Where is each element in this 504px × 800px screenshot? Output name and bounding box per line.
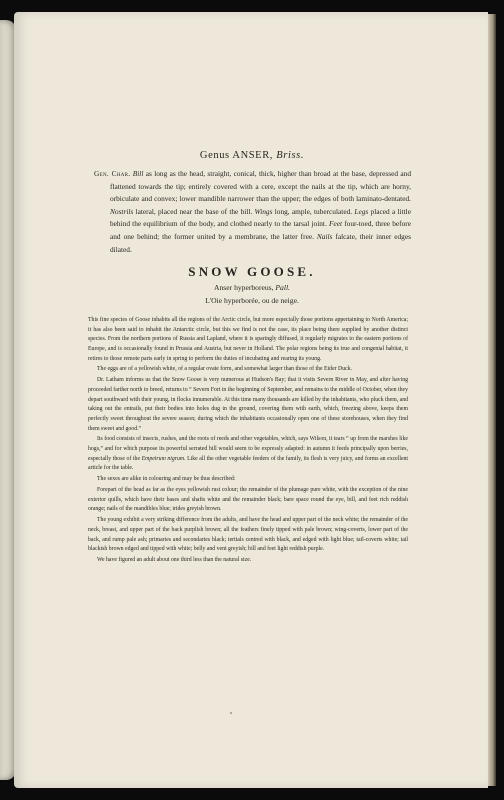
generic-characters-paragraph bbox=[94, 168, 411, 256]
page-stack-edge bbox=[488, 14, 496, 786]
wings-description: long, ample, tuberculated. bbox=[274, 206, 353, 216]
paragraph-latham: Dr. Latham informs us that the Snow Goose is very numerous at Hudson's Bay; that it visits Severn River in May, and after having proceeded farther north to breed, returns to “ Severn Fort in the beginning of September, and remains to the middle of October, when they depart southward with their young, in flocks innumerable. At this time many thousands are killed by the inhabitants, who pluck them, and taking out the entrails, put their bodies into holes dug in the ground, covering them with earth, which, freezing above, keeps them perfectly sweet throughout the severe season; during which the inhabitants occasionally open one of these storehouses, when they find them sweet and good.” bbox=[88, 377, 408, 432]
species-description bbox=[88, 316, 408, 567]
species-title: SNOW GOOSE. bbox=[188, 264, 316, 279]
nails-term: Nails bbox=[316, 231, 333, 241]
gen-char-label: Gen. Char. bbox=[94, 169, 131, 178]
latin-synonym bbox=[0, 283, 504, 292]
latin-authority: Pall. bbox=[275, 283, 290, 292]
nails-description: falcate, their inner edges dilated. bbox=[110, 231, 411, 254]
paragraph-adult-plumage: Forepart of the head as far as the eyes yellowish rust colour; the remainder of the plumage pure white, with the exception of the nine exterior quills, which have their bases and shafts white and the remainder black; bare space round the eye, bill, and feet rich reddish orange; nails of the mandibles blue; irides greyish brown. bbox=[88, 487, 408, 513]
nostrils-term: Nostrils bbox=[110, 206, 134, 216]
legs-description: placed a little behind the equilibrium of the body, and clothed nearly to the tarsal joint. bbox=[110, 206, 411, 229]
nostrils-description: lateral, placed near the base of the bill. bbox=[135, 206, 253, 216]
generic-characters bbox=[94, 168, 411, 256]
feet-term: Feet bbox=[328, 219, 343, 229]
paragraph-figure-note: We have figured an adult about one third less than the natural size. bbox=[97, 557, 252, 564]
feet-description: four-toed, three before and one behind; the former united by a membrane, the latter free. bbox=[110, 219, 411, 241]
food-text-a: Its food consists of insects, rushes, and the roots of reeds and other vegetables, which, says Wilson, it tears “ up from the marshes like hogs,” and for which purpose its powerful serrated bill would seem to be expressly adapted: in autumn it feeds principally upon berries, especially those of the bbox=[88, 436, 408, 462]
page-mark bbox=[230, 712, 232, 714]
paragraph-young-plumage: The young exhibit a very striking difference from the adults, and have the head and upper part of the neck white; the remainder of the neck, breast, and upper part of the back purplish brown; all the feathers finely tipped with pale brown; wing-coverts, lower part of the back, and rump pale ash; primaries and secondaries black; tertials centred with black, and edged with light blue; tail-coverts white; tail blackish brown edged and tipped with white; belly and vent greyish; bill and feet light reddish purple. bbox=[88, 517, 408, 553]
wings-term: Wings bbox=[254, 206, 273, 216]
bill-term: Bill bbox=[132, 169, 144, 178]
paragraph-range: This fine species of Goose inhabits all the regions of the Arctic circle, but more especially those portions appertaining to North America; it has also been said to inhabit the Antarctic circle, but this we find is not the case, its place being there supplied by another distinct species. From the northern portions of Russia and Lapland, where it is sparingly diffused, it regularly migrates to the eastern portions of Europe, and is occasionally found in Prussia and Austria, but never in Holland. The polar regions being its true and congenial habitat, it retires to those remote parts early in spring to perform the duties of incubating and rearing its young. bbox=[88, 317, 408, 362]
paragraph-sexes: The sexes are alike in colouring and may be thus described: bbox=[97, 476, 236, 483]
legs-term: Legs bbox=[354, 206, 369, 216]
food-plant-name: Empetrum nigrum. bbox=[141, 455, 186, 462]
paragraph-food bbox=[88, 435, 408, 474]
paragraph-eggs: The eggs are of a yellowish white, of a regular ovate form, and somewhat larger than those of the Eider Duck. bbox=[97, 366, 353, 373]
bill-description: as long as the head, straight, conical, thick, higher than broad at the base, depressed and flattened towards the tip; entirely covered with a cere, except the nails at the tip, which are horny, orbiculate and convex; lower mandible narrower than the upper; the edges of both laminato-dentated. bbox=[110, 169, 411, 204]
genus-name: Genus ANSER, bbox=[199, 150, 274, 161]
genus-authority: Briss. bbox=[276, 150, 305, 161]
french-synonym: L'Oie hyperborée, ou de neige. bbox=[205, 296, 299, 305]
food-text-b: Like all the other vegetable feeders of the family, its flesh is very juicy, and forms an excellent article for the table. bbox=[88, 455, 409, 472]
genus-heading bbox=[0, 150, 504, 161]
latin-name: Anser hyperboreus, bbox=[214, 283, 274, 292]
